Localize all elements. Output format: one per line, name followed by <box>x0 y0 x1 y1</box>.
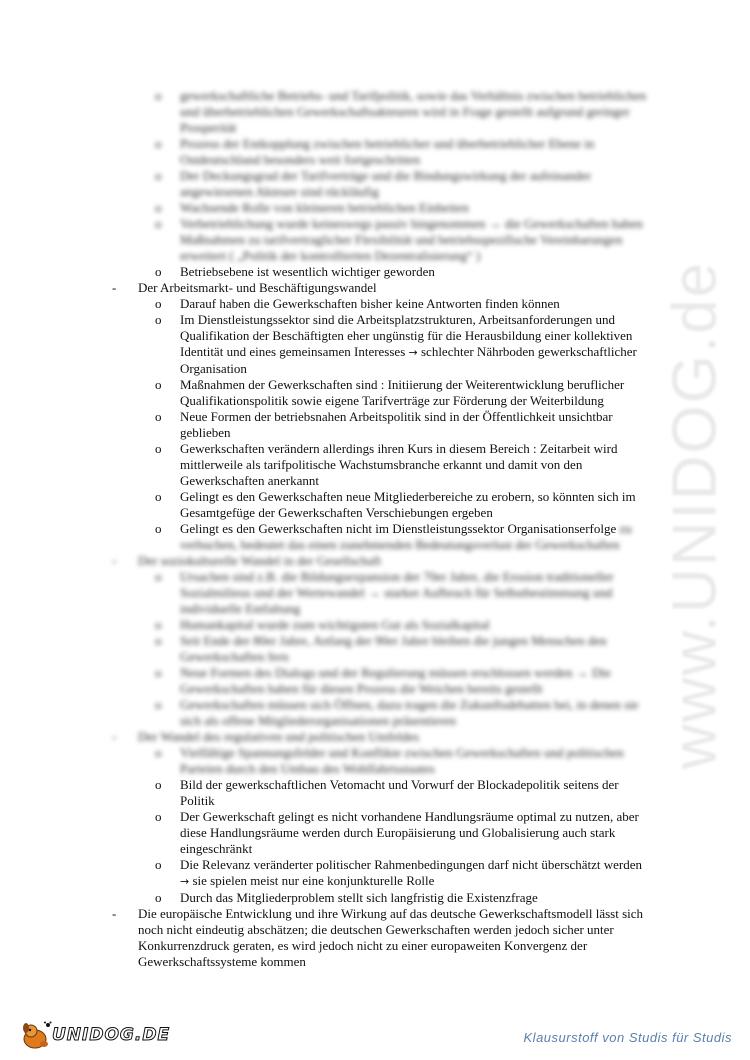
list-item: o Bild der gewerkschaftlichen Vetomacht und Vorwurf der Blockadepolitik seitens der Politik <box>155 777 619 808</box>
final-paragraph: - Die europäische Entwicklung und ihre Wirkung auf das deutsche Gewerkschaftsmodell lässt sich noch nicht eindeutig abschätzen; die deutschen Gewerkschaften werden jedoch sicher unter Konkurrenzdruck geraten, es wird jedoch nicht zu einer europaweiten Konvergenz der Gewerkschaftssysteme kommen <box>112 906 644 969</box>
section-heading: - Der Arbeitsmarkt- und Beschäftigungswandel <box>112 280 377 295</box>
list-item: o Im Dienstleistungssektor sind die Arbeitsplatzstrukturen, Arbeitsanforderungen und Qualifikation der Beschäftigten eher ungünstig für die Herausbildung einer kollektiven Identität und eines gemeinsamen Interesses → schlechter Nährboden gewerkschaftlicher Organisation <box>155 312 637 376</box>
list-item: o Gewerkschaften müssen sich Öffnen, dazu tragen die Zukunftsdebatten bei, in denen sie sich als offene Mitgliederorganisationen präsentieren <box>155 697 639 728</box>
blurred-section-sozio <box>110 553 650 777</box>
list-item: o Betriebsebene ist wesentlich wichtiger geworden <box>155 264 435 279</box>
list-item: o Durch das Mitgliederproblem stellt sich langfristig die Existenzfrage <box>155 890 538 905</box>
list-item: o Neue Formen der betriebsnahen Arbeitspolitik sind in der Öffentlichkeit unsichtbar geblieben <box>155 409 613 440</box>
list-item: o Prozess der Entkopplung zwischen betrieblicher und überbetrieblicher Ebene in Ostdeutschland besonders weit fortgeschritten <box>155 136 595 167</box>
section-heading: - Der Wandel des regulativen und politischen Umfeldes <box>112 729 420 744</box>
list-item: o Maßnahmen der Gewerkschaften sind : Initiierung der Weiterentwicklung beruflicher Qualifikationspolitik sowie eigene Tarifverträge zur Förderung der Weiterbildung <box>155 377 625 408</box>
list-item: o Vielfältige Spannungsfelder und Konflikte zwischen Gewerkschaften und politischen Parteien durch den Umbau des Wohlfahrtsstaates <box>155 745 624 776</box>
watermark: www.UNIDOG.de <box>660 260 730 770</box>
list-item: o Darauf haben die Gewerkschaften bisher keine Antworten finden können <box>155 296 560 311</box>
list-item: o Gelingt es den Gewerkschaften nicht im Dienstleistungssektor Organisationserfolge zu verbuchen, bedeutet das einen zunehmenden Bedeutungsverlust der Gewerkschaften <box>155 521 632 552</box>
arrow-icon: → <box>408 346 418 359</box>
list-item: o Der Gewerkschaft gelingt es nicht vorhandene Handlungsräume optimal zu nutzen, aber diese Handlungsräume werden durch Europäisierung und Globalisierung auch stark eingeschränkt <box>155 809 639 856</box>
list-item: o Gelingt es den Gewerkschaften neue Mitgliederbereiche zu erobern, so könnten sich im Gesamtgefüge der Gewerkschaften Verschiebungen ergeben <box>155 489 636 520</box>
unidog-logo: UNIDOG.DE <box>18 1020 178 1050</box>
list-item: o Die Relevanz veränderter politischer Rahmenbedingungen darf nicht überschätzt werden → sie spielen meist nur eine konjunkturelle Rolle <box>155 857 643 888</box>
list-item: o Der Deckungsgrad der Tarifverträge und die Bindungswirkung der aufeinander angewiesenen Akteure sind rückläufig <box>155 168 592 199</box>
blurred-text: zu verbuchen, bedeutet das einen zunehmenden Bedeutungsverlust der Gewerkschaften <box>180 521 632 552</box>
list-item: o Verbetrieblichung wurde keineswegs passiv hingenommen → die Gewerkschaften haben Maßnahmen zu tarifvertraglicher Flexibilität und betriebsspezifische Vereinbarungen erweitert ( „Politik der kontrollierten Dezentralisierung“ ) <box>155 216 643 263</box>
list-item: o Neue Formen des Dialogs und der Regulierung müssen erschlossen werden → Die Gewerkschaften haben für diesen Prozess die Weichen bereits gestellt <box>155 665 611 696</box>
document-body <box>110 88 650 970</box>
footer-slogan: Klausurstoff von Studis für Studis <box>523 1030 732 1045</box>
arrow-icon: → <box>180 875 190 888</box>
blurred-section-top <box>110 88 650 264</box>
list-item: o Ursachen sind z.B. die Bildungsexpansion der 70er Jahre, die Erosion traditioneller Sozialmilieus und der Wertewandel → starker Aufbruch für Selbstbestimmung und individuelle Entfaltung <box>155 569 614 616</box>
list-item: o Seit Ende der 80er Jahre, Anfang der 90er Jahre bleiben die jungen Menschen den Gewerkschaften fern <box>155 633 607 664</box>
list-item: o Gewerkschaften verändern allerdings ihren Kurs in diesem Bereich : Zeitarbeit wird mittlerweile als tarifpolitische Wachstumsbranche erkannt und damit von den Gewerkschaften anerkannt <box>155 441 618 488</box>
list-item: o Wachsende Rolle von kleineren betrieblichen Einheiten <box>155 200 469 215</box>
dog-icon <box>18 1020 52 1050</box>
list-item: o Humankapital wurde zum wichtigsten Gut als Sozialkapital <box>155 617 490 632</box>
list-item: o gewerkschaftliche Betriebs- und Tarifpolitik, sowie das Verhältnis zwischen betrieblichen und überbetrieblichen Gewerkschaftsakteuren wird in Frage gestellt aufgrund geringer Prosperität <box>155 88 647 135</box>
section-heading: - Der soziokulturelle Wandel in der Gesellschaft <box>112 553 382 568</box>
